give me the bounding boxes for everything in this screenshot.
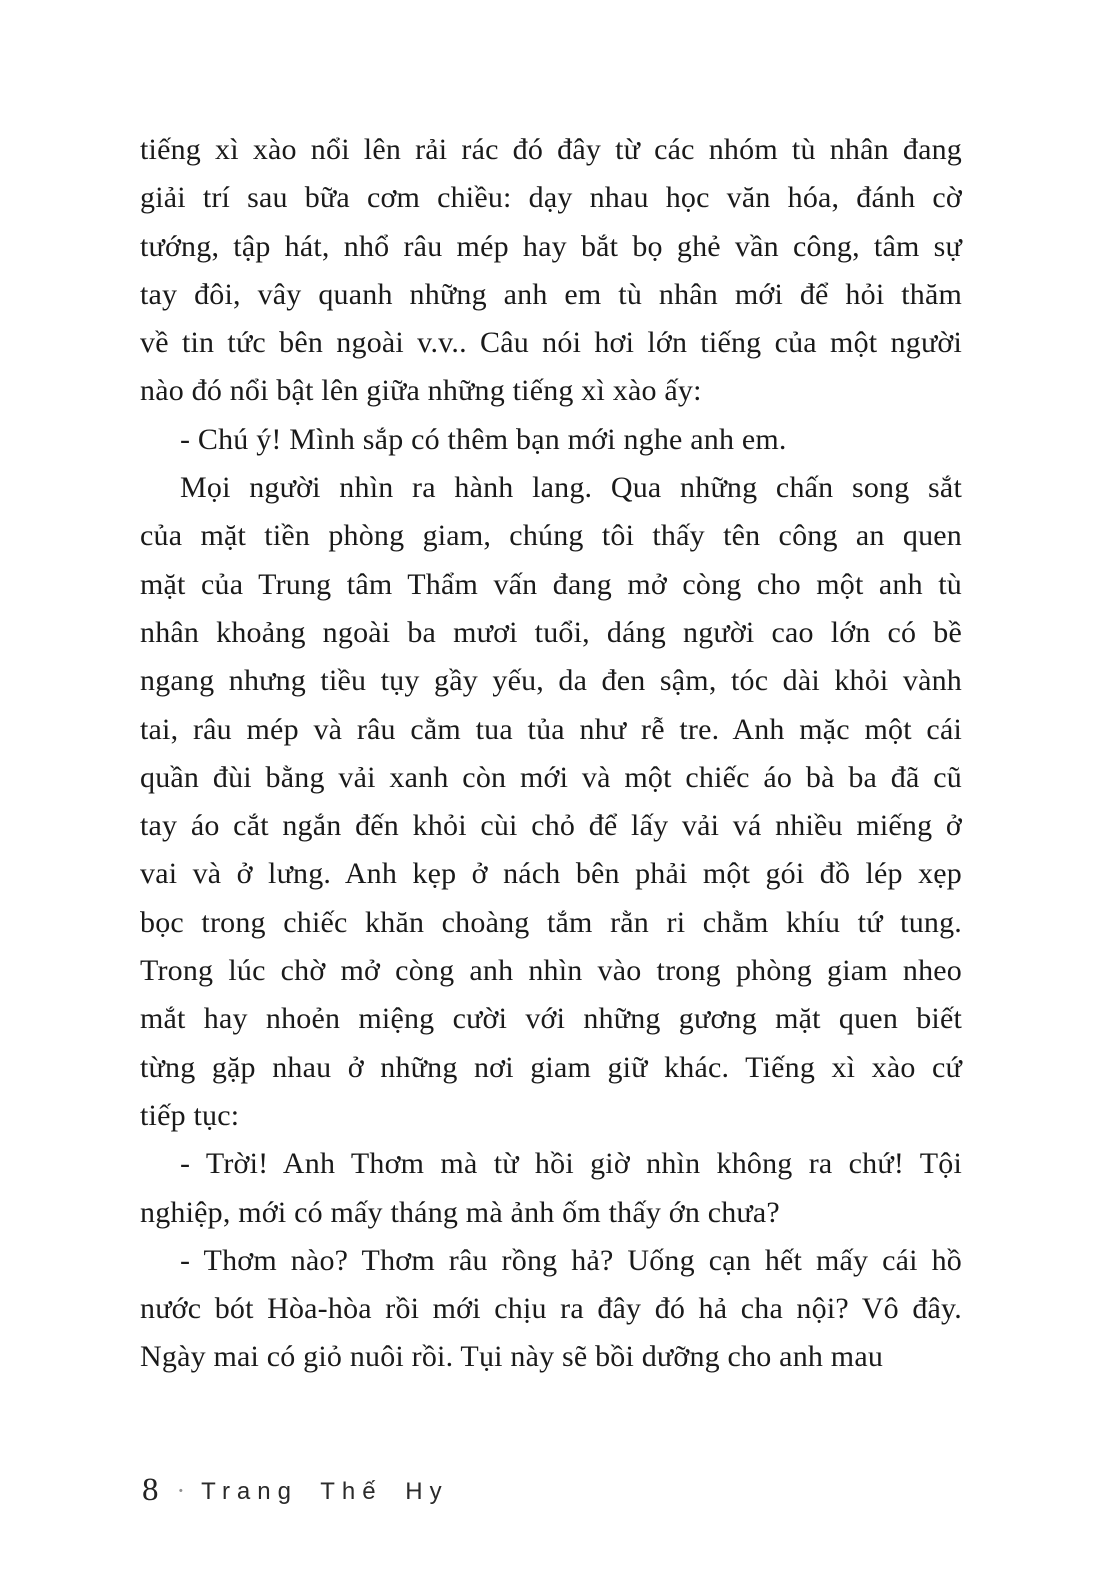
text-line: tay áo cắt ngắn đến khỏi cùi chỏ để lấy vải vá nhiều miếng ở: [140, 809, 962, 843]
text-line: tai, râu mép và râu cằm tua tủa như rễ tre. Anh mặc một cái: [140, 712, 962, 746]
text-line: tiếng xì xào nổi lên rải rác đó đây từ các nhóm tù nhân đang: [140, 133, 962, 166]
text-line: bọc trong chiếc khăn choàng tắm rằn ri chằm khíu tứ tung.: [140, 905, 962, 939]
text-line: Ngày mai có giỏ nuôi rồi. Tụi này sẽ bồi dưỡng cho anh mau: [140, 1340, 884, 1374]
author-name: Trang Thế Hy: [201, 1477, 449, 1505]
text-line: nào đó nổi bật lên giữa những tiếng xì xào ấy:: [140, 374, 702, 408]
text-line: Trong lúc chờ mở còng anh nhìn vào trong phòng giam nheo: [140, 954, 962, 988]
text-line: - Thơm nào? Thơm râu rồng hả? Uống cạn hết mấy cái hồ: [180, 1243, 962, 1277]
page-number: 8: [142, 1472, 159, 1508]
text-line: tướng, tập hát, nhổ râu mép hay bắt bọ ghẻ vần công, tâm sự: [140, 229, 962, 263]
text-line: nhân khoảng ngoài ba mươi tuổi, dáng người cao lớn có bề: [140, 615, 962, 649]
text-line: nước bót Hòa-hòa rồi mới chịu ra đây đó hả cha nội? Vô đây.: [140, 1292, 962, 1326]
text-line: mặt của Trung tâm Thẩm vấn đang mở còng cho một anh tù: [140, 567, 962, 601]
text-line: tay đôi, vây quanh những anh em tù nhân mới để hỏi thăm: [140, 277, 962, 311]
text-line: tiếp tục:: [140, 1098, 240, 1132]
text-line: về tin tức bên ngoài v.v.. Câu nói hơi lớn tiếng của một người: [140, 326, 962, 360]
text-line: quần đùi bằng vải xanh còn mới và một chiếc áo bà ba đã cũ: [140, 760, 962, 794]
text-line: Mọi người nhìn ra hành lang. Qua những chấn song sắt: [180, 471, 962, 505]
text-line: ngang nhưng tiều tụy gầy yếu, da đen sậm, tóc dài khỏi vành: [140, 664, 962, 698]
text-line: - Chú ý! Mình sắp có thêm bạn mới nghe anh em.: [180, 422, 787, 456]
page-body-text: [140, 126, 962, 1382]
text-line: của mặt tiền phòng giam, chúng tôi thấy tên công an quen: [140, 519, 962, 553]
text-line: nghiệp, mới có mấy tháng mà ảnh ốm thấy ớn chưa?: [140, 1195, 780, 1229]
page-footer: [142, 1474, 449, 1507]
text-line: mắt hay nhoẻn miệng cười với những gương mặt quen biết: [140, 1002, 962, 1036]
text-line: giải trí sau bữa cơm chiều: dạy nhau học văn hóa, đánh cờ: [140, 181, 962, 215]
text-line: vai và ở lưng. Anh kẹp ở nách bên phải một gói đồ lép xẹp: [140, 857, 962, 891]
text-line: - Trời! Anh Thơm mà từ hồi giờ nhìn không ra chứ! Tội: [180, 1147, 962, 1181]
text-line: từng gặp nhau ở những nơi giam giữ khác. Tiếng xì xào cứ: [140, 1050, 962, 1084]
footer-separator-dot: ·: [176, 1475, 186, 1505]
